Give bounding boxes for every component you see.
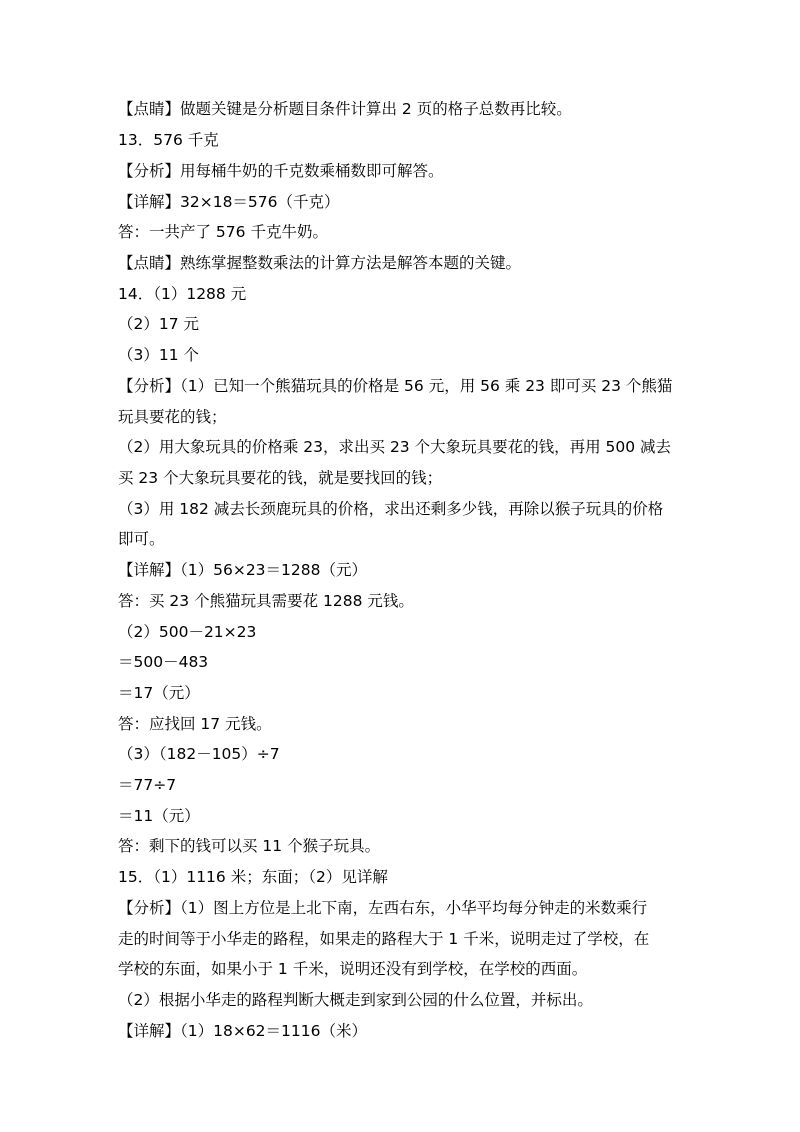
text-line: 答：一共产了 576 千克牛奶。: [118, 223, 328, 241]
text-line: 玩具要花的钱；: [118, 408, 227, 426]
text-line: 买 23 个大象玩具要花的钱，就是要找回的钱；: [118, 469, 443, 487]
text-line: 【点睛】熟练掌握整数乘法的计算方法是解答本题的关键。: [118, 254, 522, 272]
text-line: 【分析】（1）已知一个熊猫玩具的价格是 56 元，用 56 乘 23 即可买 23 个熊猫: [118, 377, 673, 395]
text-line: 答：剩下的钱可以买 11 个猴子玩具。: [118, 837, 381, 855]
text-line: 【点睛】做题关键是分析题目条件计算出 2 页的格子总数再比较。: [118, 100, 572, 118]
text-line: 15．（1）1116 米；东面；（2）见详解: [118, 868, 388, 886]
text-line: 【详解】32×18＝576（千克）: [118, 193, 340, 211]
text-line: 【分析】（1）图上方位是上北下南，左西右东，小华平均每分钟走的米数乘行: [118, 899, 648, 917]
text-line: 答：应找回 17 元钱。: [118, 715, 272, 733]
text-line: ＝77÷7: [118, 776, 177, 794]
text-line: 答：买 23 个熊猫玩具需要花 1288 元钱。: [118, 592, 414, 610]
text-line: （2）用大象玩具的价格乘 23，求出买 23 个大象玩具要花的钱，再用 500 减去: [118, 438, 672, 456]
text-line: ＝17（元）: [118, 684, 200, 702]
text-line: （3）（182－105）÷7: [118, 745, 280, 763]
text-line: 【详解】（1）56×23＝1288（元）: [118, 561, 367, 579]
text-line: （3）用 182 减去长颈鹿玩具的价格，求出还剩多少钱，再除以猴子玩具的价格: [118, 500, 664, 518]
text-line: （3）11 个: [118, 346, 200, 364]
text-line: 13．576 千克: [118, 131, 219, 149]
text-line: 14．（1）1288 元: [118, 285, 247, 303]
text-line: ＝11（元）: [118, 807, 200, 825]
text-line: （2）17 元: [118, 315, 200, 333]
text-line: 【详解】（1）18×62＝1116（米）: [118, 1022, 367, 1040]
text-line: （2）500－21×23: [118, 623, 257, 641]
text-line: ＝500－483: [118, 653, 209, 671]
text-line: 【分析】用每桶牛奶的千克数乘桶数即可解答。: [118, 162, 444, 180]
text-line: 学校的东面，如果小于 1 千米，说明还没有到学校，在学校的西面。: [118, 960, 588, 978]
text-line: 走的时间等于小华走的路程，如果走的路程大于 1 千米，说明走过了学校，在: [118, 930, 650, 948]
text-line: 即可。: [118, 530, 165, 548]
text-line: （2）根据小华走的路程判断大概走到家到公园的什么位置，并标出。: [118, 991, 593, 1009]
